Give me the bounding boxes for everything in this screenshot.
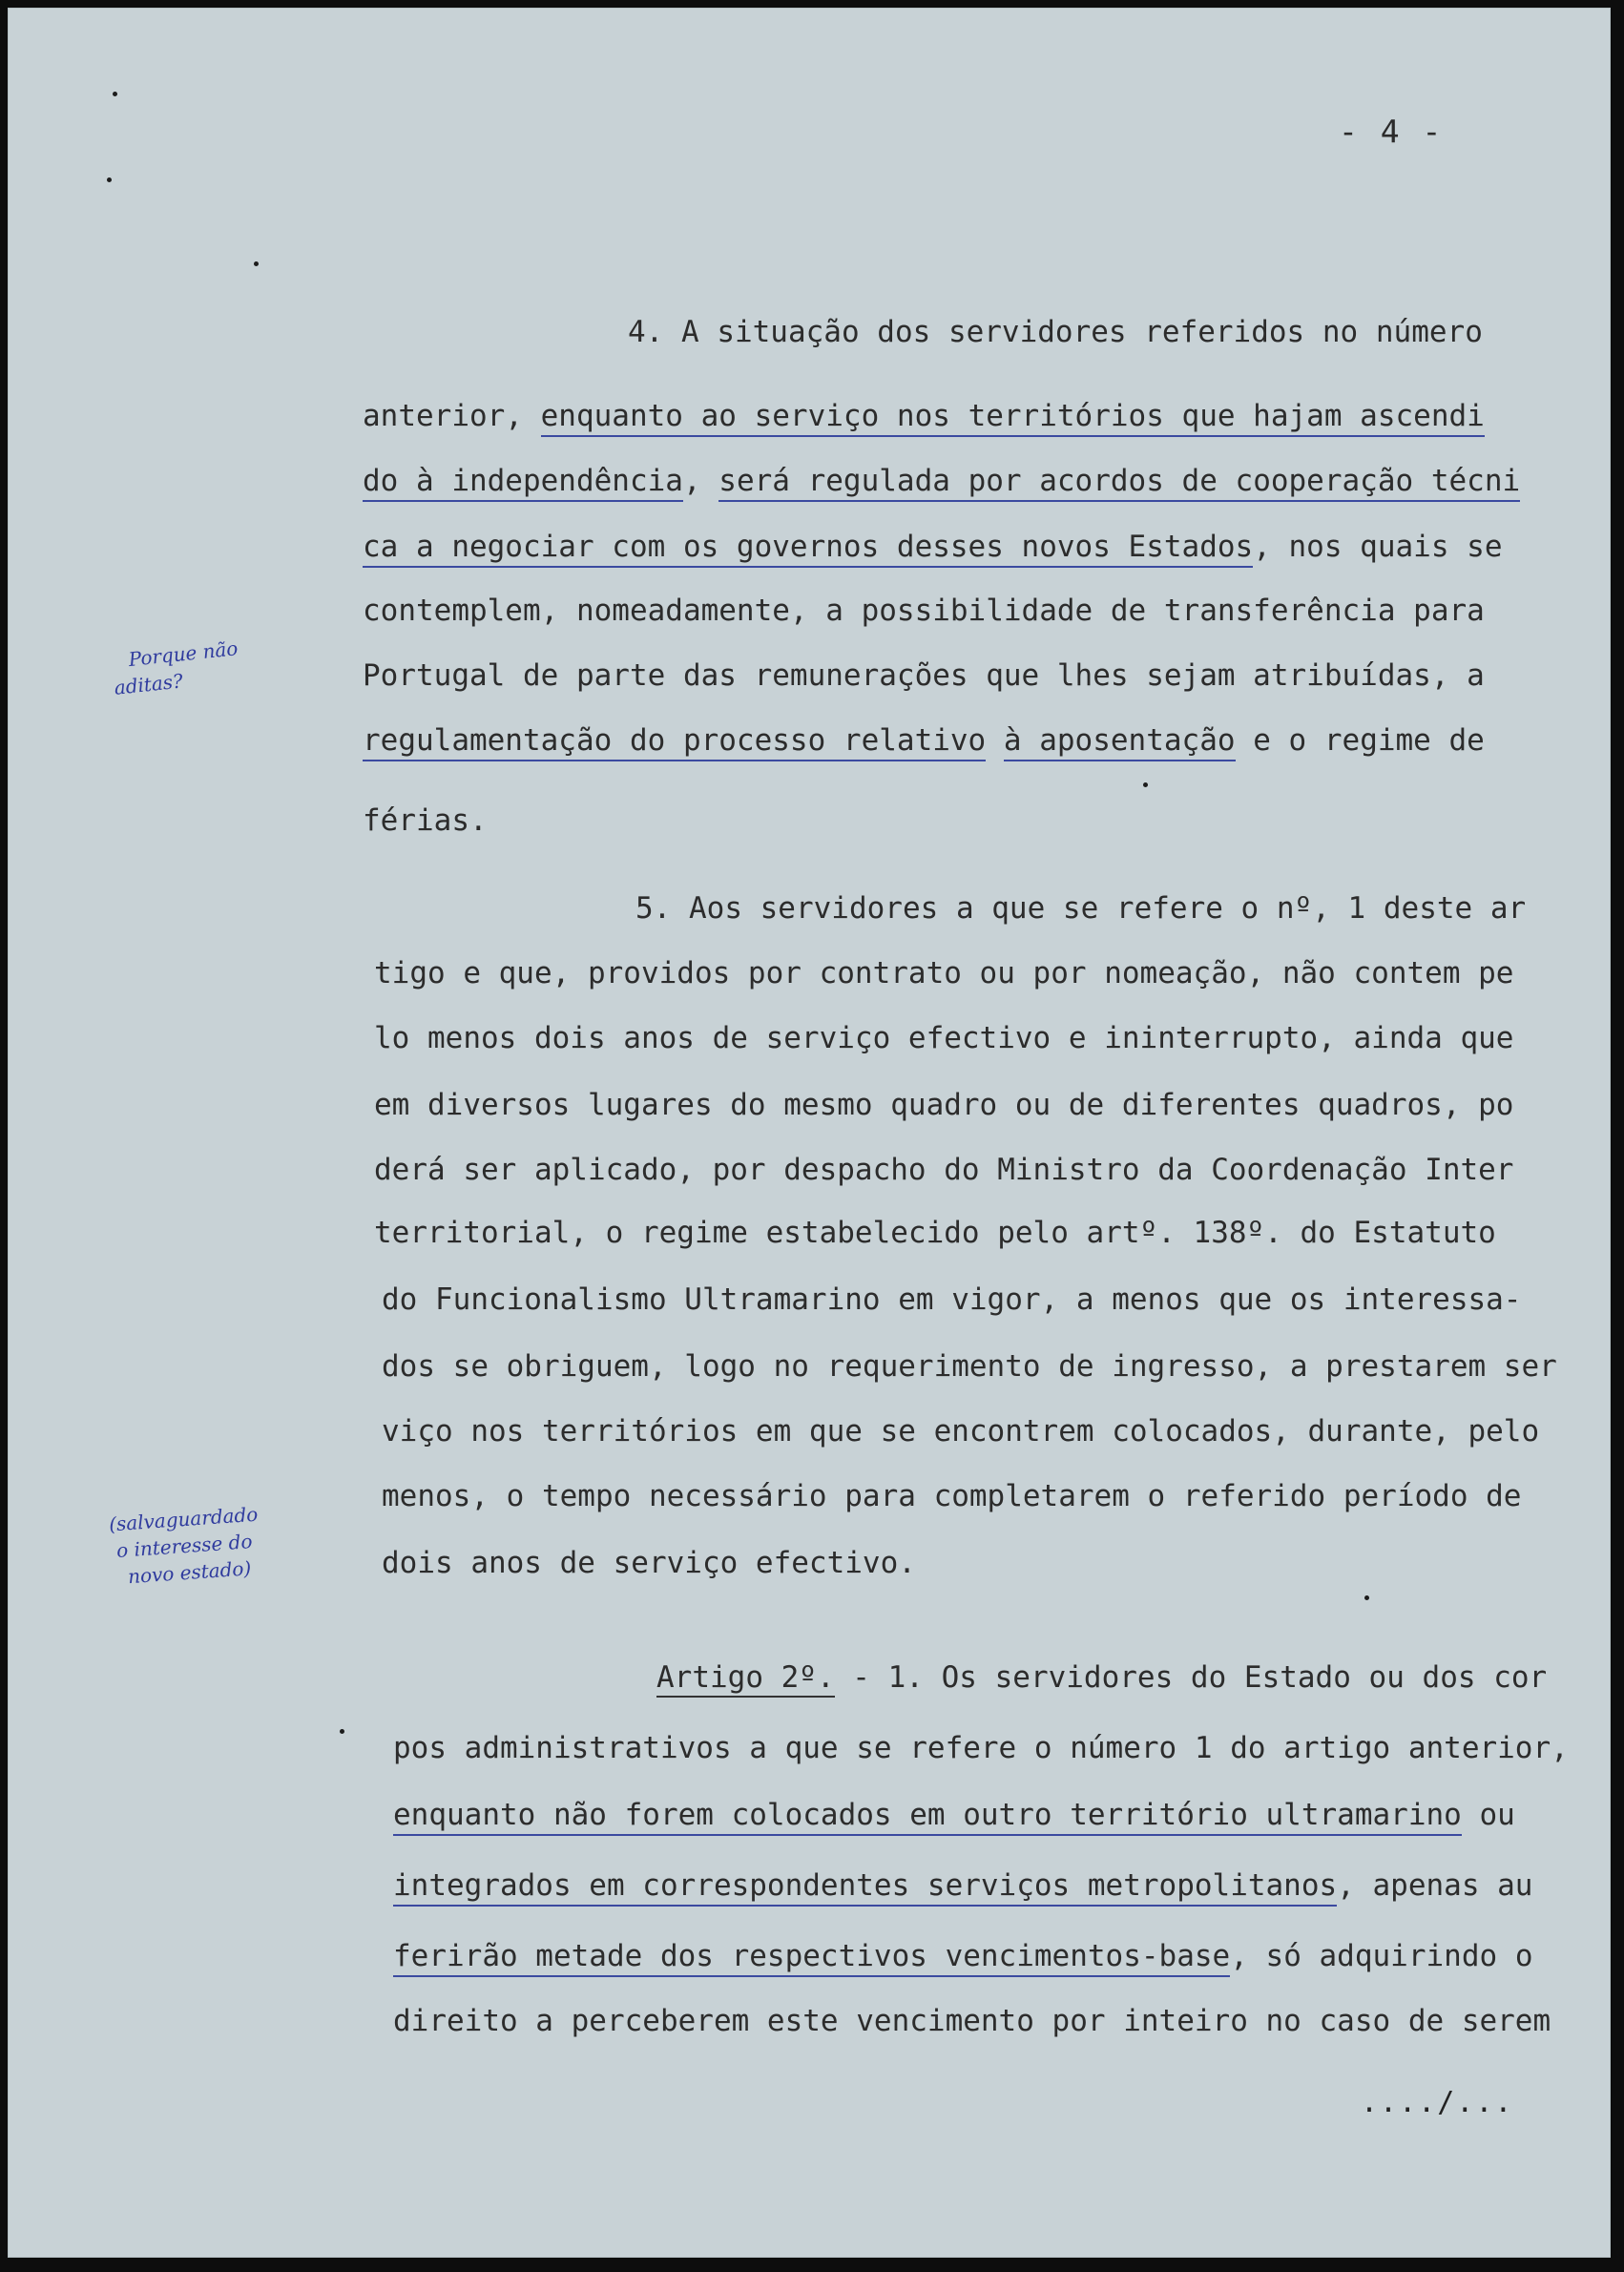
- article-2-text: - 1. Os servidores do Estado ou dos cor: [834, 1660, 1548, 1695]
- para4-text: ,: [682, 464, 719, 498]
- para5-line-2: tigo e que, providos por contrato ou por nomeação, não contem pe: [374, 956, 1514, 990]
- para4-line-3: [363, 462, 1520, 500]
- para5-line-8: dos se obriguem, logo no requerimento de ingresso, a prestarem ser: [382, 1349, 1557, 1384]
- margin-note-line: Porque não: [127, 636, 239, 672]
- para4-underline: à aposentação: [1004, 723, 1236, 761]
- margin-note-line: o interesse do: [115, 1530, 254, 1563]
- article-2-underline: enquanto não forem colocados em outro território ultramarino: [393, 1798, 1462, 1836]
- para4-underline: regulamentação do processo relativo: [363, 723, 986, 761]
- scan-speck: [107, 177, 112, 182]
- para5-line-9: viço nos territórios em que se encontrem colocados, durante, pelo: [382, 1414, 1540, 1449]
- scan-speck: [1364, 1595, 1369, 1600]
- para4-text: e o regime de: [1235, 723, 1485, 758]
- para4-text: anterior,: [363, 399, 541, 433]
- article-2-line-3: [393, 1796, 1515, 1834]
- para4-line-6: Portugal de parte das remunerações que lhes sejam atribuídas, a: [363, 658, 1485, 693]
- para5-line-11: dois anos de serviço efectivo.: [382, 1546, 916, 1580]
- margin-note-1: [110, 635, 241, 701]
- article-2-underline: integrados em correspondentes serviços metropolitanos: [393, 1868, 1337, 1907]
- article-2-text: , apenas au: [1337, 1868, 1533, 1903]
- para5-line-4: em diversos lugares do mesmo quadro ou de diferentes quadros, po: [374, 1088, 1514, 1122]
- article-2-line-4: [393, 1866, 1532, 1905]
- para4-line-4: [363, 528, 1502, 566]
- article-2-line-1: [656, 1658, 1547, 1697]
- para4-line-1: 4. A situação dos servidores referidos no número: [628, 315, 1483, 349]
- para5-line-1: 5. Aos servidores a que se refere o nº, 1 deste ar: [635, 891, 1527, 926]
- article-2-title: Artigo 2º.: [656, 1660, 835, 1698]
- para4-line-5: contemplem, nomeadamente, a possibilidade de transferência para: [363, 594, 1485, 628]
- scan-speck: [1143, 782, 1148, 787]
- scan-speck: [113, 92, 117, 96]
- para4-line-8: férias.: [363, 803, 488, 838]
- para5-line-7: do Funcionalismo Ultramarino em vigor, a menos que os interessa-: [382, 1282, 1522, 1317]
- article-2-line-5: [393, 1937, 1532, 1975]
- para4-line-2: [363, 397, 1485, 435]
- para4-underline: do à independência: [363, 464, 683, 502]
- para4-underline: ca a negociar com os governos desses novos Estados: [363, 530, 1253, 568]
- article-2-line-6: direito a perceberem este vencimento por inteiro no caso de serem: [393, 2004, 1551, 2038]
- para4-text: , nos quais se: [1253, 530, 1503, 564]
- para5-line-6: territorial, o regime estabelecido pelo artº. 138º. do Estatuto: [374, 1216, 1496, 1250]
- article-2-underline: ferirão metade dos respectivos vencimentos-base: [393, 1939, 1230, 1977]
- para5-line-10: menos, o tempo necessário para completarem o referido período de: [382, 1479, 1522, 1513]
- document-page: [8, 8, 1611, 2258]
- margin-note-line: novo estado): [127, 1556, 252, 1589]
- margin-note-line: aditas?: [113, 669, 184, 699]
- article-2-line-2: pos administrativos a que se refere o número 1 do artigo anterior,: [393, 1731, 1569, 1765]
- para4-text: [986, 723, 1004, 758]
- margin-note-line: (salvaguardado: [108, 1502, 260, 1536]
- article-2-text: , só adquirindo o: [1230, 1939, 1533, 1973]
- para4-underline: enquanto ao serviço nos territórios que hajam ascendi: [541, 399, 1485, 437]
- para4-underline: será regulada por acordos de cooperação técni: [718, 464, 1520, 502]
- margin-note-2: [108, 1501, 262, 1592]
- para5-line-3: lo menos dois anos de serviço efectivo e ininterrupto, ainda que: [374, 1021, 1514, 1055]
- continuation-mark: ..../...: [1361, 2086, 1514, 2119]
- article-2-text: ou: [1461, 1798, 1515, 1832]
- page-number: - 4 -: [1339, 113, 1444, 150]
- para4-line-7: [363, 721, 1485, 760]
- scan-speck: [340, 1729, 344, 1734]
- para5-line-5: derá ser aplicado, por despacho do Ministro da Coordenação Inter: [374, 1153, 1514, 1187]
- scan-speck: [254, 261, 259, 266]
